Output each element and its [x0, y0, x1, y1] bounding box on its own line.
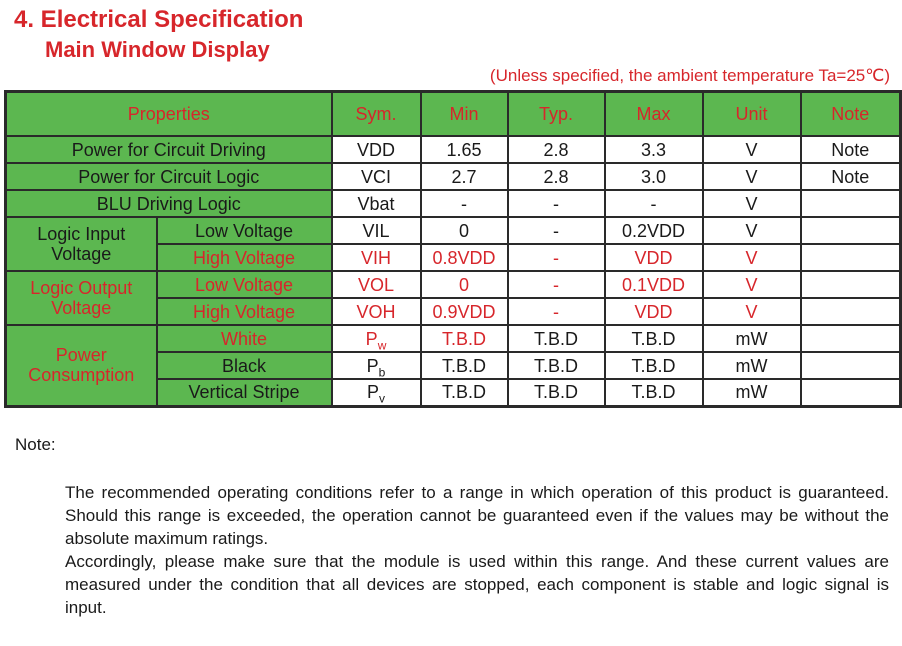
cell-unit: V — [703, 190, 801, 217]
cell-min: T.B.D — [421, 352, 508, 379]
cell-note: Note — [801, 136, 901, 163]
sym-base: P — [367, 382, 380, 403]
table-row-vbat — [6, 190, 901, 217]
sym-base: P — [365, 328, 378, 349]
cell-sym: Vbat — [332, 190, 421, 217]
cell-property: Power for Circuit Driving — [6, 136, 332, 163]
cell-max: VDD — [605, 244, 703, 271]
cell-sym: VIH — [332, 244, 421, 271]
cell-max: - — [605, 190, 703, 217]
cell-unit: mW — [703, 379, 801, 406]
sym-subscript: b — [378, 365, 386, 380]
cell-typ: - — [508, 217, 605, 244]
section-subtitle: Main Window Display — [45, 37, 270, 62]
header-properties: Properties — [6, 92, 332, 137]
cell-property: Power for Circuit Logic — [6, 163, 332, 190]
table-row-vol — [6, 271, 901, 298]
cell-min: 2.7 — [421, 163, 508, 190]
table-header-row — [6, 92, 901, 137]
cell-note — [801, 217, 901, 244]
cell-sym: VDD — [332, 136, 421, 163]
cell-sub-property: Vertical Stripe — [157, 379, 332, 406]
section-title: 4. Electrical Specification — [14, 6, 304, 33]
cell-sub-property: White — [157, 325, 332, 352]
cell-min: 0.9VDD — [421, 298, 508, 325]
cell-unit: V — [703, 244, 801, 271]
cell-max: T.B.D — [605, 352, 703, 379]
cell-typ: - — [508, 244, 605, 271]
header-min: Min — [421, 92, 508, 137]
cell-min: 0 — [421, 217, 508, 244]
cell-unit: V — [703, 271, 801, 298]
cell-sym: VOH — [332, 298, 421, 325]
cell-typ: - — [508, 271, 605, 298]
cell-sym — [332, 379, 421, 406]
header-sym: Sym. — [332, 92, 421, 137]
cell-max: 3.3 — [605, 136, 703, 163]
sym-subscript: w — [377, 338, 387, 353]
cell-typ: 2.8 — [508, 136, 605, 163]
table-row-vdd — [6, 136, 901, 163]
cell-group-logic-input: Logic Input Voltage — [6, 217, 157, 271]
cell-unit: mW — [703, 352, 801, 379]
cell-note — [801, 190, 901, 217]
cell-group-logic-output: Logic Output Voltage — [6, 271, 157, 325]
cell-sym — [332, 352, 421, 379]
cell-note — [801, 379, 901, 406]
cell-min: 0 — [421, 271, 508, 298]
cell-sym — [332, 325, 421, 352]
cell-note — [801, 298, 901, 325]
cell-max: 3.0 — [605, 163, 703, 190]
header-note: Note — [801, 92, 901, 137]
cell-min: T.B.D — [421, 325, 508, 352]
table-row-vci — [6, 163, 901, 190]
cell-min: - — [421, 190, 508, 217]
cell-property: BLU Driving Logic — [6, 190, 332, 217]
table-row-vil — [6, 217, 901, 244]
cell-unit: V — [703, 217, 801, 244]
table-row-pw — [6, 325, 901, 352]
cell-note — [801, 352, 901, 379]
cell-max: VDD — [605, 298, 703, 325]
cell-max: 0.1VDD — [605, 271, 703, 298]
cell-note — [801, 271, 901, 298]
cell-typ: 2.8 — [508, 163, 605, 190]
cell-sub-property: High Voltage — [157, 244, 332, 271]
cell-typ: T.B.D — [508, 352, 605, 379]
sym-base: P — [366, 355, 379, 376]
note-label: Note: — [15, 435, 56, 454]
cell-sym: VOL — [332, 271, 421, 298]
cell-note — [801, 244, 901, 271]
cell-typ: - — [508, 190, 605, 217]
cell-max: 0.2VDD — [605, 217, 703, 244]
cell-sub-property: Low Voltage — [157, 217, 332, 244]
cell-unit: V — [703, 298, 801, 325]
note-body — [65, 481, 889, 619]
cell-group-power: Power Consumption — [6, 325, 157, 406]
cell-note — [801, 325, 901, 352]
cell-min: 1.65 — [421, 136, 508, 163]
sym-subscript: v — [379, 391, 386, 406]
cell-sub-property: Low Voltage — [157, 271, 332, 298]
electrical-spec-table — [4, 90, 902, 408]
cell-sub-property: High Voltage — [157, 298, 332, 325]
temperature-condition: (Unless specified, the ambient temperature Ta=25℃) — [489, 66, 890, 85]
cell-max: T.B.D — [605, 325, 703, 352]
cell-sym: VCI — [332, 163, 421, 190]
cell-typ: - — [508, 298, 605, 325]
cell-max: T.B.D — [605, 379, 703, 406]
cell-unit: mW — [703, 325, 801, 352]
note-paragraph-1: The recommended operating conditions refer to a range in which operation of this product is guaranteed. Should this range is exceeded, the operation cannot be guaranteed even if the values may be without the absolute maximum ratings. — [65, 483, 889, 548]
header-unit: Unit — [703, 92, 801, 137]
cell-min: 0.8VDD — [421, 244, 508, 271]
header-max: Max — [605, 92, 703, 137]
cell-note: Note — [801, 163, 901, 190]
cell-sym: VIL — [332, 217, 421, 244]
cell-typ: T.B.D — [508, 379, 605, 406]
cell-sub-property: Black — [157, 352, 332, 379]
cell-unit: V — [703, 163, 801, 190]
cell-unit: V — [703, 136, 801, 163]
note-paragraph-2: Accordingly, please make sure that the module is used within this range. And these current values are measured under the condition that all devices are stopped, each component is stable and logic signal is input. — [65, 552, 889, 617]
cell-typ: T.B.D — [508, 325, 605, 352]
header-typ: Typ. — [508, 92, 605, 137]
cell-min: T.B.D — [421, 379, 508, 406]
